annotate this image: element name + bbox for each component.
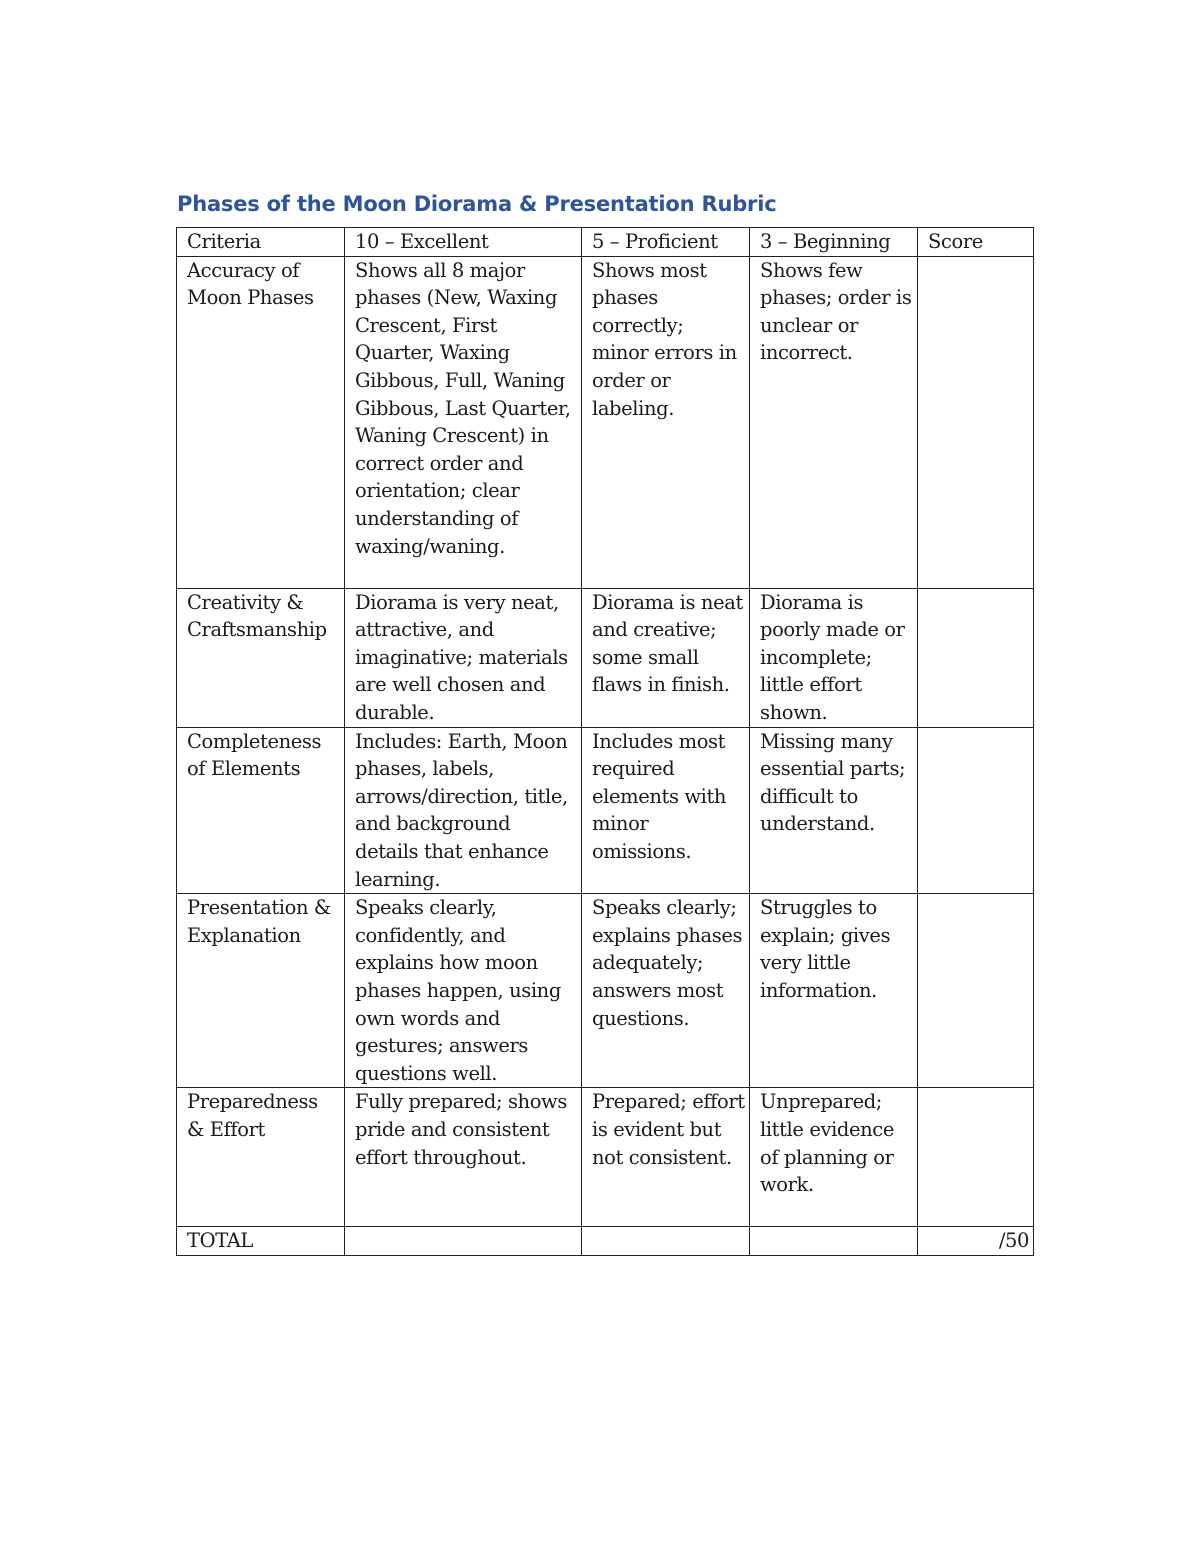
beginning-cell: Diorama is poorly made or incomplete; little effort shown. [750,588,918,727]
criteria-cell: Creativity & Craftsmanship [177,588,345,727]
beginning-cell: Struggles to explain; gives very little information. [750,894,918,1088]
criteria-cell: Accuracy of Moon Phases [177,256,345,588]
proficient-cell: Includes most required elements with minor omissions. [582,727,750,894]
table-row [177,894,1034,1088]
document-title: Phases of the Moon Diorama & Presentation Rubric [177,192,777,216]
criteria-cell: Presentation & Explanation [177,894,345,1088]
excellent-cell: Speaks clearly, confidently, and explains how moon phases happen, using own words and gestures; answers questions well. [345,894,582,1088]
total-label: TOTAL [177,1227,345,1256]
beginning-cell: Shows few phases; order is unclear or incorrect. [750,256,918,588]
header-score: Score [918,228,1034,257]
excellent-cell: Fully prepared; shows pride and consistent effort throughout. [345,1088,582,1227]
score-cell [918,894,1034,1088]
total-score: /50 [918,1227,1034,1256]
table-row [177,588,1034,727]
criteria-cell: Preparedness & Effort [177,1088,345,1227]
total-empty-proficient [582,1227,750,1256]
proficient-cell: Shows most phases correctly; minor errors in order or labeling. [582,256,750,588]
total-empty-beginning [750,1227,918,1256]
score-cell [918,1088,1034,1227]
total-empty-excellent [345,1227,582,1256]
table-row [177,1088,1034,1227]
proficient-cell: Diorama is neat and creative; some small flaws in finish. [582,588,750,727]
header-excellent: 10 – Excellent [345,228,582,257]
proficient-cell: Prepared; effort is evident but not consistent. [582,1088,750,1227]
score-cell [918,256,1034,588]
score-cell [918,727,1034,894]
table-row [177,256,1034,588]
header-proficient: 5 – Proficient [582,228,750,257]
beginning-cell: Missing many essential parts; difficult to understand. [750,727,918,894]
total-row [177,1227,1034,1256]
excellent-cell: Includes: Earth, Moon phases, labels, arrows/direction, title, and background details that enhance learning. [345,727,582,894]
criteria-cell: Completeness of Elements [177,727,345,894]
score-cell [918,588,1034,727]
proficient-cell: Speaks clearly; explains phases adequately; answers most questions. [582,894,750,1088]
beginning-cell: Unprepared; little evidence of planning or work. [750,1088,918,1227]
excellent-cell: Shows all 8 major phases (New, Waxing Crescent, First Quarter, Waxing Gibbous, Full, Waning Gibbous, Last Quarter, Waning Crescent) in correct order and orientation; clear understanding of waxing/waning. [345,256,582,588]
excellent-cell: Diorama is very neat, attractive, and imaginative; materials are well chosen and durable. [345,588,582,727]
header-criteria: Criteria [177,228,345,257]
rubric-table [176,227,1034,1256]
header-beginning: 3 – Beginning [750,228,918,257]
table-header-row [177,228,1034,257]
table-row [177,727,1034,894]
